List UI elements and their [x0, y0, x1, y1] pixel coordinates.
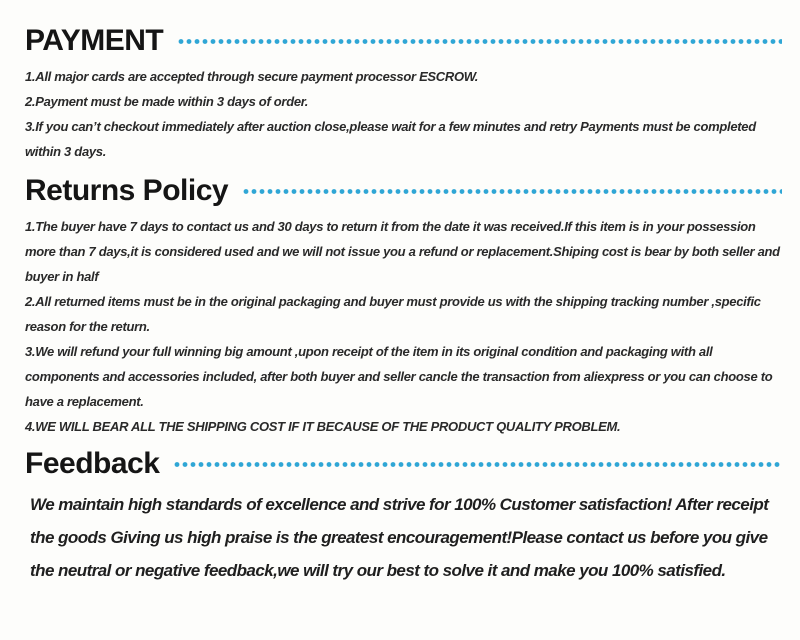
feedback-heading-row — [25, 447, 784, 481]
feedback-section — [25, 447, 784, 587]
dotted-divider — [242, 188, 782, 195]
returns-item-4: 4.WE WILL BEAR ALL THE SHIPPING COST IF IT BECAUSE OF THE PRODUCT QUALITY PROBLEM. — [25, 419, 621, 434]
payment-item-3: 3.If you can’t checkout immediately after auction close,please wait for a few minutes and retry Payments must be completed within 3 days. — [25, 119, 756, 159]
feedback-text: We maintain high standards of excellence and strive for 100% Customer satisfaction! After receipt the goods Giving us high praise is the greatest encouragement!Please contact us before you give the neutral or negative feedback,we will try our best to solve it and make you 100% satisfied. — [30, 495, 769, 580]
feedback-title: Feedback — [25, 447, 160, 480]
payment-title: PAYMENT — [25, 24, 164, 57]
returns-policy-body — [25, 214, 784, 439]
payment-heading-row — [25, 24, 784, 58]
returns-item-1: 1.The buyer have 7 days to contact us and 30 days to return it from the date it was received.If this item is in your possession more than 7 days,it is considered used and we will not issue you a refund or replacement.Shiping cost is bear by both seller and buyer in half — [25, 219, 780, 284]
returns-heading-row — [25, 174, 784, 208]
feedback-body — [25, 488, 784, 587]
payment-body — [25, 64, 784, 164]
returns-policy-title: Returns Policy — [25, 174, 229, 207]
dotted-divider — [173, 461, 782, 468]
returns-item-3: 3.We will refund your full winning big amount ,upon receipt of the item in its original condition and packaging with all components and accessories included, after both buyer and seller cancle the transaction from aliexpress or you can choose to have a replacement. — [25, 344, 773, 409]
payment-item-2: 2.Payment must be made within 3 days of order. — [25, 94, 309, 109]
payment-section — [25, 24, 784, 164]
returns-item-2: 2.All returned items must be in the original packaging and buyer must provide us with the shipping tracking number ,specific reason for the return. — [25, 294, 761, 334]
payment-item-1: 1.All major cards are accepted through secure payment processor ESCROW. — [25, 69, 479, 84]
dotted-divider — [177, 38, 782, 45]
returns-policy-section — [25, 174, 784, 439]
